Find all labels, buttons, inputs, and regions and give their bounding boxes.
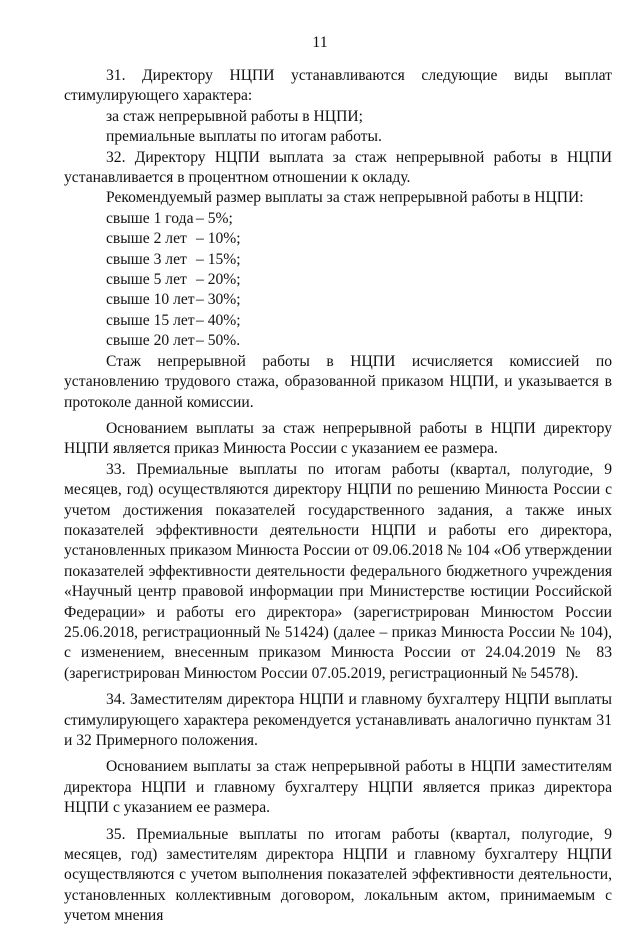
paragraph-32-recommended: Рекомендуемый размер выплаты за стаж непрерывной работы в НЦПИ:	[106, 189, 584, 207]
rate-row	[106, 250, 612, 270]
rate-period: свыше 10 лет	[106, 291, 195, 309]
rate-value: – 40%;	[196, 311, 241, 329]
rate-period: свыше 1 года	[106, 209, 194, 227]
rate-value: – 10%;	[196, 230, 241, 248]
rate-value: – 15%;	[196, 250, 241, 268]
rate-value: – 50%.	[196, 332, 241, 350]
seniority-rates-list	[64, 209, 612, 352]
paragraph-33: 33. Премиальные выплаты по итогам работы (квартал, полугодие, 9 месяцев, год) осуществляются директору НЦПИ по решению Минюста России с учетом достижения показателей государственного задания, а также иных показателей эффективности деятельности НЦПИ и работы его директора, установленных приказом Минюста России от 09.06.2018 № 104 «Об утверждении показателей эффективности деятельности федерального бюджетного учреждения «Научный центр правовой информации при Министерстве юстиции Российской Федерации» и работы его директора» (зарегистрирован Минюстом России 25.06.2018, регистрационный № 51424) (далее – приказ Минюста России № 104), с изменением, внесенным приказом Минюста России от 24.04.2019 № 83 (зарегистрирован Минюстом России 07.05.2019, регистрационный № 54578).	[64, 460, 612, 682]
paragraph-34-basis: Основанием выплаты за стаж непрерывной работы в НЦПИ заместителям директора НЦПИ и главному бухгалтеру НЦПИ является приказ директора НЦПИ с указанием ее размера.	[64, 758, 612, 817]
rate-row	[106, 270, 612, 290]
rate-period: свыше 5 лет	[106, 271, 187, 289]
paragraph-32: 32. Директору НЦПИ выплата за стаж непрерывной работы в НЦПИ устанавливается в процентном отношении к окладу.	[64, 148, 612, 187]
rate-row	[106, 229, 612, 249]
rate-period: свыше 15 лет	[106, 311, 195, 329]
page-number: 11	[312, 34, 328, 51]
paragraph-31-intro: 31. Директору НЦПИ устанавливаются следующие виды выплат стимулирующего характера:	[64, 67, 612, 105]
rate-period: свыше 3 лет	[106, 250, 187, 268]
rate-period: свыше 20 лет	[106, 332, 195, 350]
rate-row	[106, 209, 612, 229]
rate-row	[106, 331, 612, 351]
rate-value: – 20%;	[196, 271, 241, 289]
paragraph-32-basis: Основанием выплаты за стаж непрерывной работы в НЦПИ директору НЦПИ является приказ Минюста России с указанием ее размера.	[64, 419, 612, 458]
document-body	[64, 66, 612, 927]
paragraph-35: 35. Премиальные выплаты по итогам работы (квартал, полугодие, 9 месяцев, год) заместителям директора НЦПИ и главному бухгалтеру НЦПИ осуществляются с учетом выполнения показателей эффективности деятельности, установленных коллективным договором, локальным актом, принимаемым с учетом мнения	[64, 825, 612, 925]
paragraph-31-item-2: премиальные выплаты по итогам работы.	[106, 128, 382, 146]
rate-period: свыше 2 лет	[106, 230, 187, 248]
paragraph-31-item-1: за стаж непрерывной работы в НЦПИ;	[106, 107, 363, 125]
rate-row	[106, 290, 612, 310]
rate-value: – 30%;	[196, 291, 241, 309]
paragraph-32-seniority: Стаж непрерывной работы в НЦПИ исчисляется комиссией по установлению трудового стажа, образованной приказом НЦПИ, и указывается в протоколе данной комиссии.	[64, 352, 612, 411]
paragraph-34: 34. Заместителям директора НЦПИ и главному бухгалтеру НЦПИ выплаты стимулирующего характера рекомендуется устанавливать аналогично пунктам 31 и 32 Примерного положения.	[64, 691, 612, 749]
rate-row	[106, 311, 612, 331]
rate-value: – 5%;	[196, 209, 233, 227]
